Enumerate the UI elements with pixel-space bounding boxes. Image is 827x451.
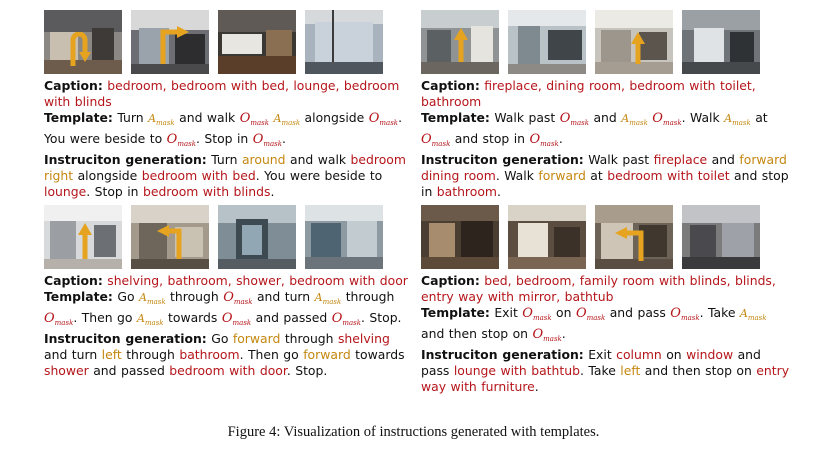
scene-view-image	[305, 10, 383, 74]
caption-line: Caption: fireplace, dining room, bedroom with toilet, bathroom	[421, 78, 756, 109]
example-panel-3	[44, 205, 414, 379]
template-line: Template: Exit $O_{mask}$ on $O_{mask}$ and pass $O_{mask}$. Take $A_{mask}$ and then stop on $O_{mask}$.	[421, 305, 767, 343]
turn-left-arrow-icon	[613, 225, 647, 261]
scene-view-image	[595, 205, 673, 269]
scene-view-image	[131, 10, 209, 74]
caption-objects: shelving, bathroom, shower, bedroom with door	[107, 273, 408, 288]
generation-line: Instruciton generation: Exit column on window and pass lounge with bathtub. Take left and then stop on entry way with furniture.	[421, 347, 790, 394]
panorama-strip	[44, 205, 414, 269]
scene-view-image	[131, 205, 209, 269]
scene-view-image	[682, 205, 760, 269]
caption-line: Caption: shelving, bathroom, shower, bedroom with door	[44, 273, 408, 288]
scene-view-image	[218, 205, 296, 269]
scene-view-image	[421, 205, 499, 269]
turn-arrow-icon	[69, 32, 91, 66]
template-line: Template: Go $A_{mask}$ through $O_{mask}$ and turn $A_{mask}$ through $O_{mask}$. Then go $A_{mask}$ towards $O_{mask}$ and passed $O_{mask}$. Stop.	[44, 289, 402, 327]
scene-view-image	[218, 10, 296, 74]
example-panel-4	[421, 205, 791, 395]
generation-line: Instruciton generation: Turn around and walk bedroom right alongside bedroom with bed. You were beside to lounge. Stop in bedroom with blinds.	[44, 152, 406, 199]
template-line: Template: Walk past $O_{mask}$ and $A_{mask}$ $O_{mask}$. Walk $A_{mask}$ at $O_{mask}$ and stop in $O_{mask}$.	[421, 110, 768, 148]
example-panel-1	[44, 10, 414, 200]
generation-line: Instruciton generation: Walk past fireplace and forward dining room. Walk forward at bedroom with toilet and stop in bathroom.	[421, 152, 789, 199]
generation-line: Instruciton generation: Go forward through shelving and turn left through bathroom. Then go forward towards shower and passed bedroom with door. Stop.	[44, 331, 405, 378]
scene-view-image	[508, 10, 586, 74]
figure-caption: Figure 4: Visualization of instructions generated with templates.	[227, 424, 600, 440]
scene-view-image	[44, 205, 122, 269]
scene-view-image	[421, 10, 499, 74]
scene-view-image	[595, 10, 673, 74]
panorama-strip	[421, 205, 791, 269]
scene-view-image	[305, 205, 383, 269]
turn-right-arrow-icon	[159, 26, 189, 64]
scene-view-image	[44, 10, 122, 74]
caption-objects: bed, bedroom, family room with blinds, blinds, entry way with mirror, bathtub	[421, 273, 776, 304]
panorama-strip	[421, 10, 791, 74]
caption-objects: fireplace, dining room, bedroom with toilet, bathroom	[421, 78, 756, 109]
example-panel-2	[421, 10, 791, 200]
scene-view-image	[682, 10, 760, 74]
scene-view-image	[508, 205, 586, 269]
caption-line: Caption: bedroom, bedroom with bed, lounge, bedroom with blinds	[44, 78, 400, 109]
template-line: Template: Turn $A_{mask}$ and walk $O_{mask}$ $A_{mask}$ alongside $O_{mask}$. You were beside to $O_{mask}$. Stop in $O_{mask}$.	[44, 110, 403, 148]
panorama-strip	[44, 10, 414, 74]
caption-line: Caption: bed, bedroom, family room with blinds, blinds, entry way with mirror, bathtub	[421, 273, 776, 304]
turn-left-arrow-icon	[155, 223, 185, 259]
caption-objects: bedroom, bedroom with bed, lounge, bedroom with blinds	[44, 78, 400, 109]
forward-arrow-icon	[631, 32, 645, 64]
forward-arrow-icon	[78, 223, 92, 259]
forward-arrow-icon	[454, 28, 468, 62]
